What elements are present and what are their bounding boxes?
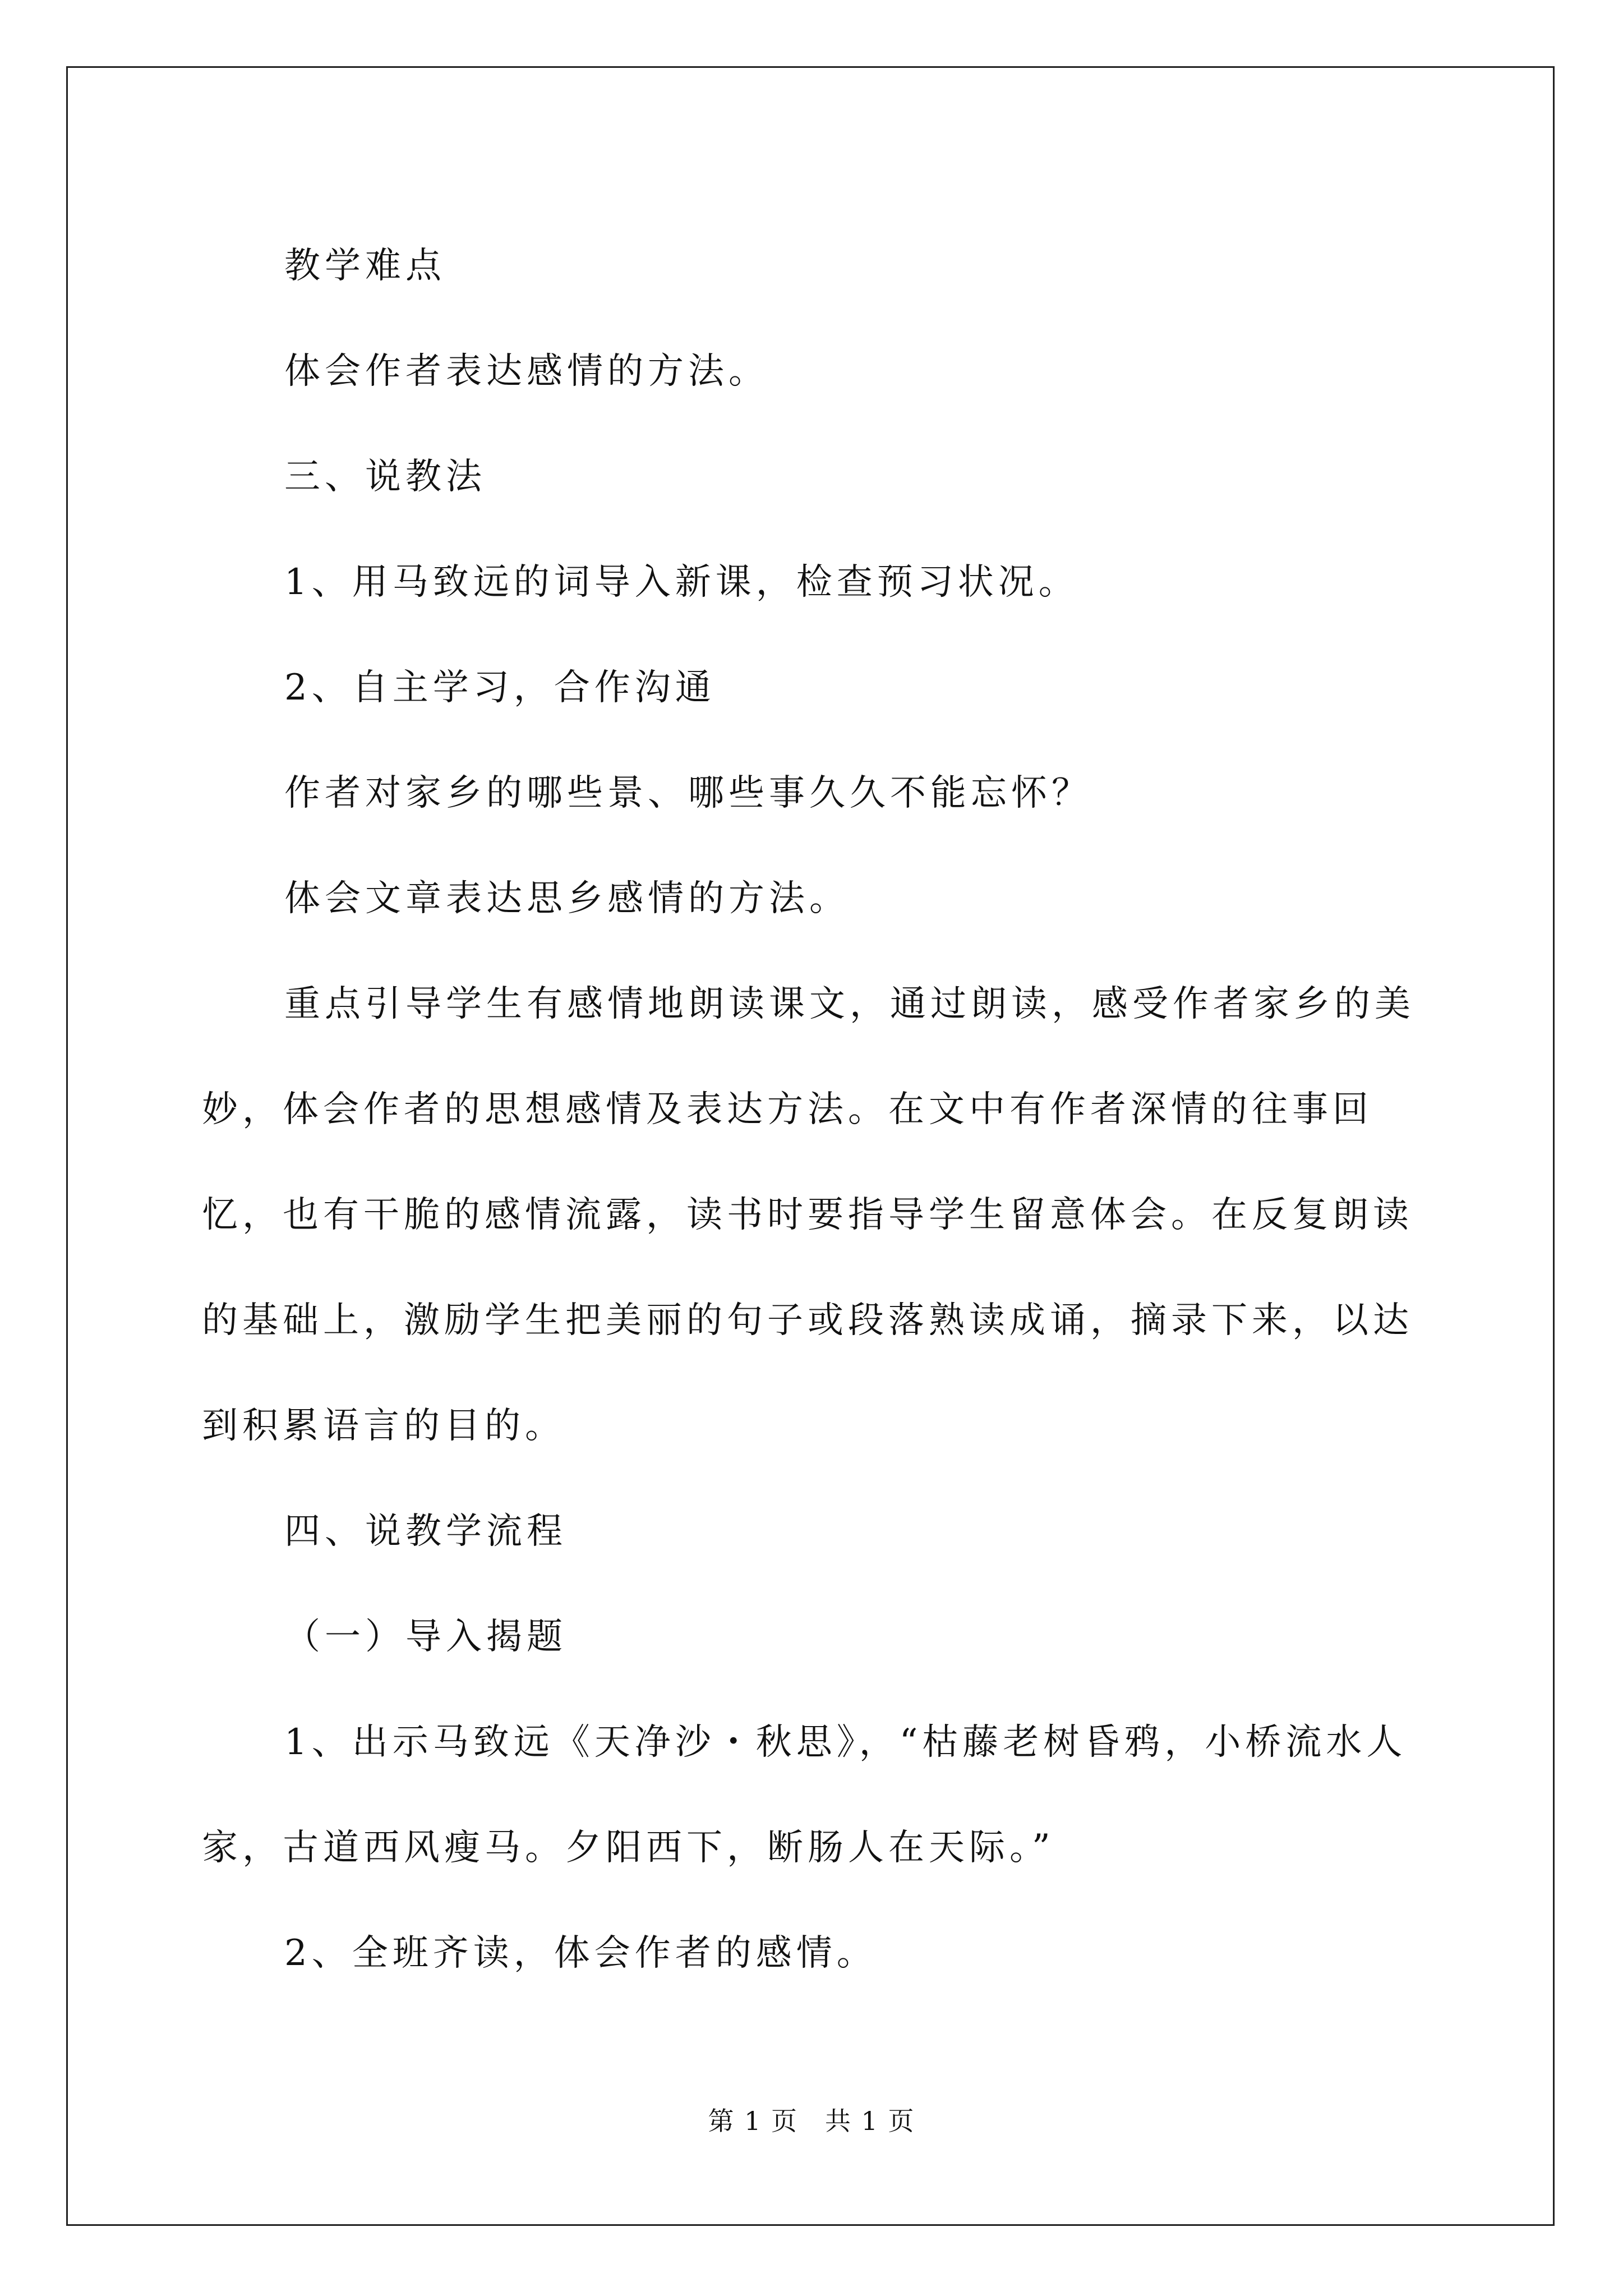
paragraph: 体会作者表达感情的方法。 [284,351,769,392]
paragraph: 作者对家乡的哪些景、哪些事久久不能忘怀？ [284,772,1092,814]
page-number-footer: 第 1 页 共 1 页 [708,2106,915,2136]
subsection-heading: （一）导入揭题 [284,1616,567,1658]
paragraph: 体会文章表达思乡感情的方法。 [284,878,850,919]
section-heading-teaching-method: 三、说教法 [284,456,486,498]
list-item: 2、全班齐读，体会作者的感情。 [284,1932,877,1974]
list-item: 2、自主学习，合作沟通 [284,667,716,708]
list-item: 1、出示马致远《天净沙・秋思》，“枯藤老树昏鸦，小桥流水人家，古道西风瘦马。夕阳西下，断肠人在天际。” [202,1722,1407,1869]
heading-teaching-difficulty: 教学难点 [284,245,446,287]
paragraph: 重点引导学生有感情地朗读课文，通过朗读，感受作者家乡的美妙，体会作者的思想感情及表达方法。在文中有作者深情的往事回忆，也有干脆的感情流露，读书时要指导学生留意体会。在反复朗读的基础上，激励学生把美丽的句子或段落熟读成诵，摘录下来，以达到积累语言的目的。 [202,983,1415,1447]
section-heading-teaching-process: 四、说教学流程 [284,1511,567,1552]
document-body [202,213,1441,2006]
list-item: 1、用马致远的词导入新课，检查预习状况。 [284,562,1079,603]
